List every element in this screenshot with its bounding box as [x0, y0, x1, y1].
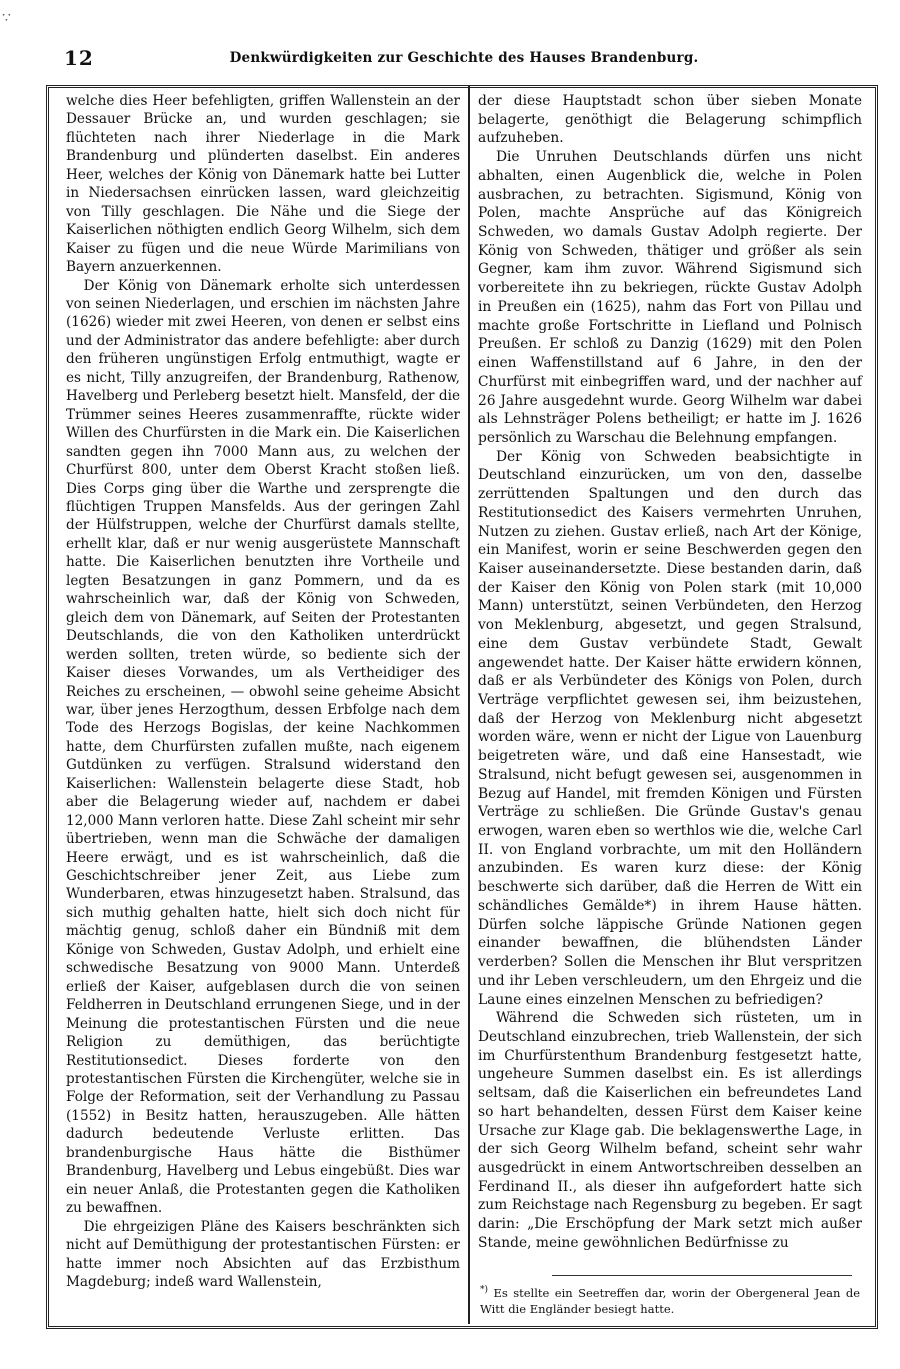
paragraph: der diese Hauptstadt schon über sieben Monate belagerte, genöthigt die Belagerung schimpflich aufzuheben.: [478, 93, 862, 147]
paragraph: Der König von Dänemark erholte sich unterdessen von seinen Niederlagen, und erschien im nächsten Jahre (1626) wieder mit zwei Heeren, von denen er selbst eins und der Administrator das andere befehligte: aber durch den früheren ungünstigen Erfolg entmuthigt, wagte er es nicht, Tilly anzugreifen, der Brandenburg, Rathenow, Havelberg und Perleberg besetzt hielt. Mansfeld, der die Trümmer seines Heeres zusammenraffte, rückte wider Willen des Churfürsten in die Mark ein. Die Kaiserlichen sandten gegen ihn 7000 Mann aus, zu welchen der Churfürst 800, unter dem Oberst Kracht stoßen ließ. Dies Corps ging über die Warthe und zersprengte die flüchtigen Truppen Mansfelds. Aus der geringen Zahl der Hülfstruppen, welche der Churfürst damals stellte, erhellt klar, daß er nur wenig ausgerüstete Mannschaft hatte. Die Kaiserlichen benutzten ihre Vortheile und legten Besatzungen in ganz Pommern, und da es wahrscheinlich war, daß der König von Schweden, gleich dem von Dänemark, auf Seiten der Protestanten Deutschlands, die von den Katholiken unterdrückt werden sollten, treten würde, so bediente sich der Kaiser dieses Vorwandes, um als Vertheidiger des Reiches zu erscheinen, — obwohl seine geheime Absicht war, über jenes Herzogthum, dessen Erbfolge nach dem Tode des Herzogs Bogislas, der keine Nachkommen hatte, dem Churfürsten zufallen mußte, nach eigenem Gutdünken zu verfügen. Stralsund widerstand den Kaiserlichen: Wallenstein belagerte diese Stadt, hob aber die Belagerung wieder auf, nachdem er dabei 12,000 Mann verloren hatte. Diese Zahl scheint mir sehr übertrieben, wenn man die Schwäche der damaligen Heere erwägt, und es ist wahrscheinlich, daß die Geschichtschreiber jener Zeit, aus Liebe zum Wunderbaren, etwas hinzugesetzt haben. Stralsund, das sich muthig gehalten hatte, hielt sich doch nicht für mächtig genug, schloß daher ein Bündniß mit dem Könige von Schweden, Gustav Adolph, und erhielt eine schwedische Besatzung von 9000 Mann. Unterdeß erließ der Kaiser, aufgeblasen durch die von seinen Feldherren in Deutschland errungenen Siege, und in der Meinung die protestantischen Fürsten und die neue Religion zu demüthigen, das berüchtigte Restitutionsedict. Dieses forderte von den protestantischen Fürsten die Kirchengüter, welche sie in Folge der Reformation, seit der Verhandlung zu Passau (1552) in Besitz hatten, herauszugeben. Alle hätten dadurch bedeutende Verluste erlitten. Das brandenburgische Haus hätte die Bisthümer Brandenburg, Havelberg und Lebus eingebüßt. Dies war ein neuer Anlaß, die Protestanten gegen die Katholiken zu bewaffnen.: [66, 277, 460, 1217]
footnote-mark: *): [480, 1285, 489, 1295]
paragraph: Die Unruhen Deutschlands dürfen uns nicht abhalten, einen Augenblick die, welche in Polen ausbrachen, zu betrachten. Sigismund, König von Polen, machte Ansprüche auf das Königreich Schweden, wo damals Gustav Adolph regierte. Der König von Schweden, thätiger und größer als sein Gegner, kam ihm zuvor. Während Sigismund sich vorbereitete ihn zu bekriegen, rückte Gustav Adolph in Preußen ein (1625), nahm das Fort von Pillau und machte große Fortschritte in Liefland und Polnisch Preußen. Er schloß zu Danzig (1629) mit den Polen einen Waffenstillstand auf 6 Jahre, in den der Churfürst mit einbegriffen ward, und der nachher auf 26 Jahre ausgedehnt wurde. Georg Wilhelm war dabei als Lehnsträger Polens betheiligt; er hatte im J. 1626 persönlich zu Warschau die Belehnung empfangen.: [478, 149, 862, 446]
page-number: 12: [64, 46, 94, 70]
running-title: Denkwürdigkeiten zur Geschichte des Hauses Brandenburg.: [229, 50, 699, 66]
right-column: [478, 92, 862, 1253]
left-column: [66, 92, 460, 1291]
paragraph: Die ehrgeizigen Pläne des Kaisers beschränkten sich nicht auf Demüthigung der protestantischen Fürsten: er hatte immer noch Absichten auf das Erzbisthum Magdeburg; indeß ward Wallenstein,: [66, 1218, 460, 1290]
column-divider: [468, 86, 470, 1324]
paragraph: Der König von Schweden beabsichtigte in Deutschland einzurücken, um von den, dasselbe zerrüttenden Spaltungen und den durch das Restitutionsedict des Kaisers vermehrten Unruhen, Nutzen zu ziehen. Gustav erließ, nach Art der Könige, ein Manifest, worin er seine Beschwerden gegen den Kaiser auseinandersetzte. Diese bestanden darin, daß der Kaiser den König von Polen stark (mit 10,000 Mann) unterstützt, seinen Verbündeten, den Herzog von Meklenburg, abgesetzt, und gegen Stralsund, eine dem Gustav verbündete Stadt, Gewalt angewendet hatte. Der Kaiser hätte erwidern können, daß er als Verbündeter des Königs von Polen, durch Verträge verpflichtet gewesen sei, ihm beizustehen, daß der Herzog von Meklenburg nicht abgesetzt worden wäre, wenn er nicht der Ligue von Lauenburg beigetreten wäre, und daß eine Hansestadt, wie Stralsund, nicht befugt gewesen sei, ausgenommen in Bezug auf Handel, mit fremden Königen und Fürsten Verträge zu schließen. Die Gründe Gustav's genau erwogen, waren eben so werthlos wie die, welche Carl II. von England vorbrachte, um mit den Holländern anzubinden. Es waren kurz diese: der König beschwerte sich darüber, daß die Herren de Witt ein schändliches Gemälde*) in ihrem Hause hätten. Dürfen solche läppische Gründe Nationen gegen einander bewaffnen, die blühendsten Länder verderben? Sollen die Menschen ihr Blut verspritzen und ihr Leben verschleudern, um den Ehrgeiz und die Laune eines einzelnen Menschen zu befriedigen?: [478, 448, 862, 1008]
footnote-rule: [552, 1275, 852, 1276]
paragraph: welche dies Heer befehligten, griffen Wallenstein an der Dessauer Brücke an, und wurden geschlagen; sie flüchteten nach ihrer Niederlage in die Mark Brandenburg und plünderten daselbst. Ein anderes Heer, welches der König von Dänemark hatte bei Lutter in Niedersachsen einrücken lassen, ward gleichzeitig von Tilly geschlagen. Die Nähe und die Siege der Kaiserlichen nöthigten endlich Georg Wilhelm, sich dem Kaiser zu fügen und die neue Würde Marimilians von Bayern anzuerkennen.: [66, 93, 460, 276]
page-header: [54, 40, 874, 76]
paragraph: Während die Schweden sich rüsteten, um in Deutschland einzubrechen, trieb Wallenstein, der sich im Churfürstenthum Brandenburg festgesetzt hatte, ungeheure Summen daselbst ein. Es ist allerdings seltsam, daß die Kaiserlichen ein befreundetes Land so hart behandelten, dessen Fürst dem Kaiser keine Ursache zur Klage gab. Die beklagenswerthe Lage, in der sich Georg Wilhelm befand, scheint sehr wahr ausgedrückt in einem Antwortschreiben desselben an Ferdinand II., als dieser ihn aufgefordert hatte sich zum Reichstage nach Regensburg zu begeben. Er sagt darin: „Die Erschöpfung der Mark setzt mich außer Stande, meine gewöhnlichen Bedürfnisse zu: [478, 1010, 862, 1251]
footnote: [480, 1282, 860, 1317]
corner-mark: ∵: [2, 10, 11, 26]
footnote-text: Es stellte ein Seetreffen dar, worin der Obergeneral Jean de Witt die Engländer besiegt hatte.: [480, 1285, 861, 1316]
